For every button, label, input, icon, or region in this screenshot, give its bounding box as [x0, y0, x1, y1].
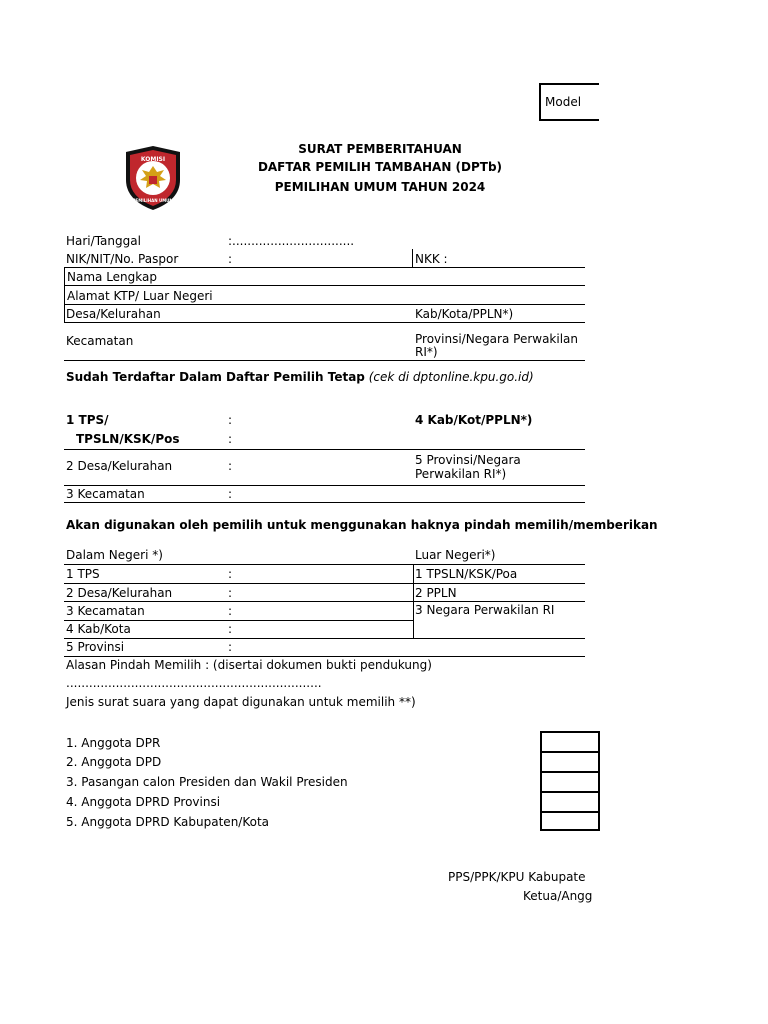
- signature-role: Ketua/Angg: [523, 889, 593, 903]
- date-value: :................................: [228, 234, 355, 248]
- province-label-line-2: RI*): [415, 345, 438, 359]
- ballot-item-1: 1. Anggota DPR: [66, 736, 161, 750]
- domestic-item-5: 5 Provinsi: [66, 640, 125, 654]
- district-label: Kecamatan: [66, 334, 134, 348]
- registered-heading-note: (cek di dptonline.kpu.go.id): [368, 370, 534, 384]
- usage-heading: Akan digunakan oleh pemilih untuk menggunakan haknya pindah memilih/memberikan: [66, 518, 658, 532]
- abroad-item-2: 2 PPLN: [415, 586, 457, 600]
- ballot-checkbox-column: [540, 731, 600, 831]
- registered-tps-label-1: 1 TPS/: [66, 413, 109, 427]
- signature-office: PPS/PPK/KPU Kabupate: [448, 870, 586, 884]
- registered-village-colon: :: [228, 459, 233, 473]
- reason-label: Alasan Pindah Memilih : (disertai dokumen bukti pendukung): [66, 658, 432, 672]
- registered-tps-colon-2: :: [228, 432, 233, 446]
- domestic-item-1: 1 TPS: [66, 567, 100, 581]
- registered-tps-colon: :: [228, 413, 233, 427]
- ballot-checkbox-2[interactable]: [542, 753, 598, 773]
- reason-dots: ...................................................................: [66, 676, 322, 690]
- ballot-checkbox-4[interactable]: [542, 793, 598, 813]
- date-label: Hari/Tanggal: [66, 234, 141, 248]
- ballot-item-2: 2. Anggota DPD: [66, 755, 162, 769]
- domestic-colon-4: :: [228, 622, 233, 636]
- ballot-checkbox-1[interactable]: [542, 733, 598, 753]
- registered-tps-label-2: TPSLN/KSK/Pos: [76, 432, 180, 446]
- registered-district-colon: :: [228, 487, 233, 501]
- province-label-line-1: Provinsi/Negara Perwakilan: [415, 332, 579, 346]
- domestic-colon-5: :: [228, 640, 233, 654]
- registered-heading: Sudah Terdaftar Dalam Daftar Pemilih Tetap: [66, 370, 365, 384]
- logo-top-text: KOMISI: [140, 156, 166, 163]
- regency-label: Kab/Kota/PPLN*): [415, 307, 514, 321]
- registered-village-label: 2 Desa/Kelurahan: [66, 459, 173, 473]
- domestic-item-4: 4 Kab/Kota: [66, 622, 131, 636]
- ballot-checkbox-5[interactable]: [542, 813, 598, 833]
- nik-label: NIK/NIT/No. Paspor: [66, 252, 179, 266]
- ballot-checkbox-3[interactable]: [542, 773, 598, 793]
- address-label: Alamat KTP/ Luar Negeri: [67, 289, 213, 303]
- registered-heading-group: [66, 371, 534, 383]
- abroad-item-1: 1 TPSLN/KSK/Poa: [415, 567, 518, 581]
- ballot-item-4: 4. Anggota DPRD Provinsi: [66, 795, 221, 809]
- abroad-label: Luar Negeri*): [415, 548, 496, 562]
- ballot-item-3: 3. Pasangan calon Presiden dan Wakil Presiden: [66, 775, 348, 789]
- domestic-colon-1: :: [228, 567, 233, 581]
- name-label: Nama Lengkap: [67, 270, 157, 284]
- title-line-1: SURAT PEMBERITAHUAN: [298, 142, 462, 156]
- domestic-label: Dalam Negeri *): [66, 548, 163, 562]
- registered-regency-label: 4 Kab/Kot/PPLN*): [415, 413, 533, 427]
- registered-province-label-1: 5 Provinsi/Negara: [415, 453, 521, 467]
- kpu-logo-icon: [122, 144, 184, 212]
- village-label: Desa/Kelurahan: [66, 307, 161, 321]
- ballot-item-5: 5. Anggota DPRD Kabupaten/Kota: [66, 815, 270, 829]
- title-line-3: PEMILIHAN UMUM TAHUN 2024: [274, 180, 486, 194]
- nik-colon: :: [228, 252, 233, 266]
- domestic-item-2: 2 Desa/Kelurahan: [66, 586, 173, 600]
- registered-province-label-2: Perwakilan RI*): [415, 467, 507, 481]
- domestic-colon-2: :: [228, 586, 233, 600]
- domestic-item-3: 3 Kecamatan: [66, 604, 145, 618]
- model-label: Model: [545, 95, 582, 109]
- title-line-2: DAFTAR PEMILIH TAMBAHAN (DPTb): [257, 160, 503, 174]
- nkk-label: NKK :: [415, 252, 448, 266]
- logo-bottom-text: PEMILIHAN UMUM: [132, 198, 174, 203]
- ballot-label: Jenis surat suara yang dapat digunakan untuk memilih **): [66, 695, 416, 709]
- registered-district-label: 3 Kecamatan: [66, 487, 145, 501]
- domestic-colon-3: :: [228, 604, 233, 618]
- abroad-item-3: 3 Negara Perwakilan RI: [415, 603, 555, 617]
